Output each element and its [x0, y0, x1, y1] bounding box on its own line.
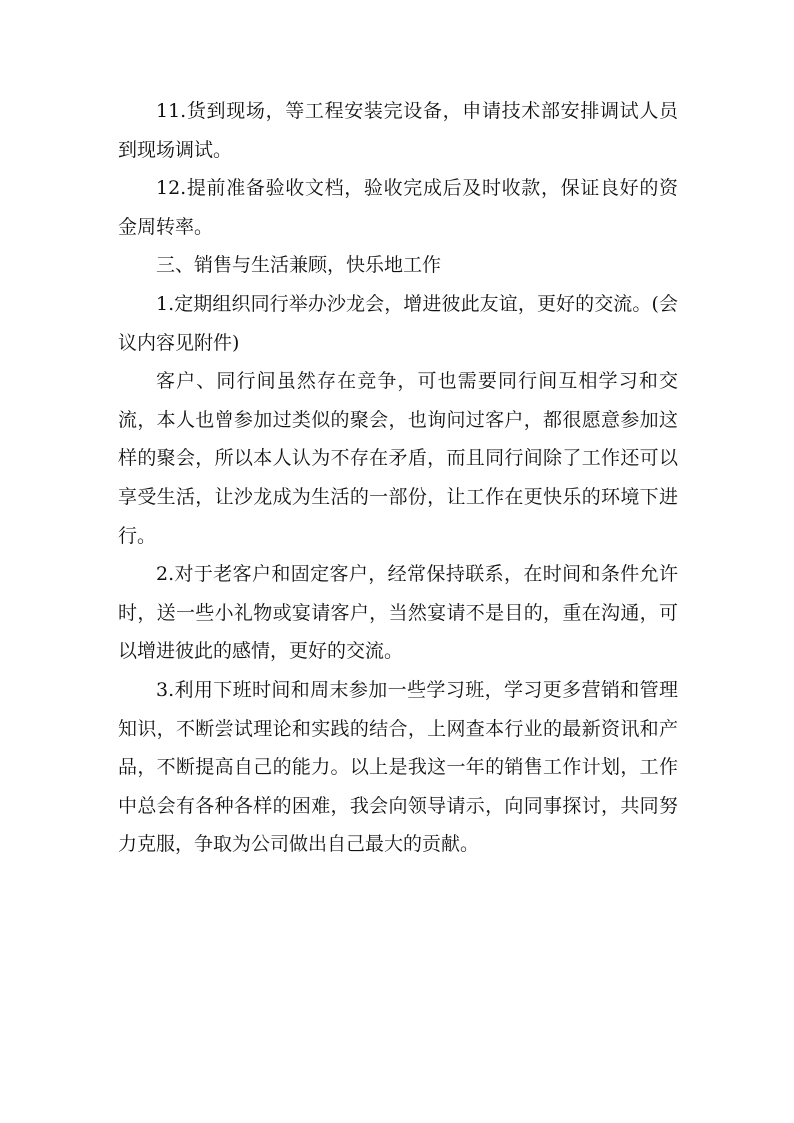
paragraph-item-11: 11.货到现场，等工程安装完设备，申请技术部安排调试人员到现场调试。 — [118, 100, 678, 161]
document-body — [118, 92, 678, 864]
paragraph-item-2: 2.对于老客户和固定客户，经常保持联系，在时间和条件允许时，送一些小礼物或宴请客户，当然宴请不是目的，重在沟通，可以增进彼此的感情，更好的交流。 — [118, 563, 678, 663]
paragraph-item-1: 1.定期组织同行举办沙龙会，增进彼此友谊，更好的交流。(会议内容见附件) — [118, 292, 678, 354]
paragraph-item-3: 3.利用下班时间和周末参加一些学习班，学习更多营销和管理知识，不断尝试理论和实践的结合，上网查本行业的最新资讯和产品，不断提高自己的能力。以上是我这一年的销售工作计划，工作中总会有各种各样的困难，我会向领导请示，向同事探讨，共同努力克服，争取为公司做出自己最大的贡献。 — [118, 678, 678, 856]
section-heading-3: 三、销售与生活兼顾，快乐地工作 — [156, 254, 442, 277]
paragraph-explanation: 客户、同行间虽然存在竞争，可也需要同行间互相学习和交流，本人也曾参加过类似的聚会，也询问过客户，都很愿意参加这样的聚会，所以本人认为不存在矛盾，而且同行间除了工作还可以享受生活，让沙龙成为生活的一部份，让工作在更快乐的环境下进行。 — [118, 370, 678, 547]
paragraph-item-12: 12.提前准备验收文档，验收完成后及时收款，保证良好的资金周转率。 — [118, 177, 678, 238]
